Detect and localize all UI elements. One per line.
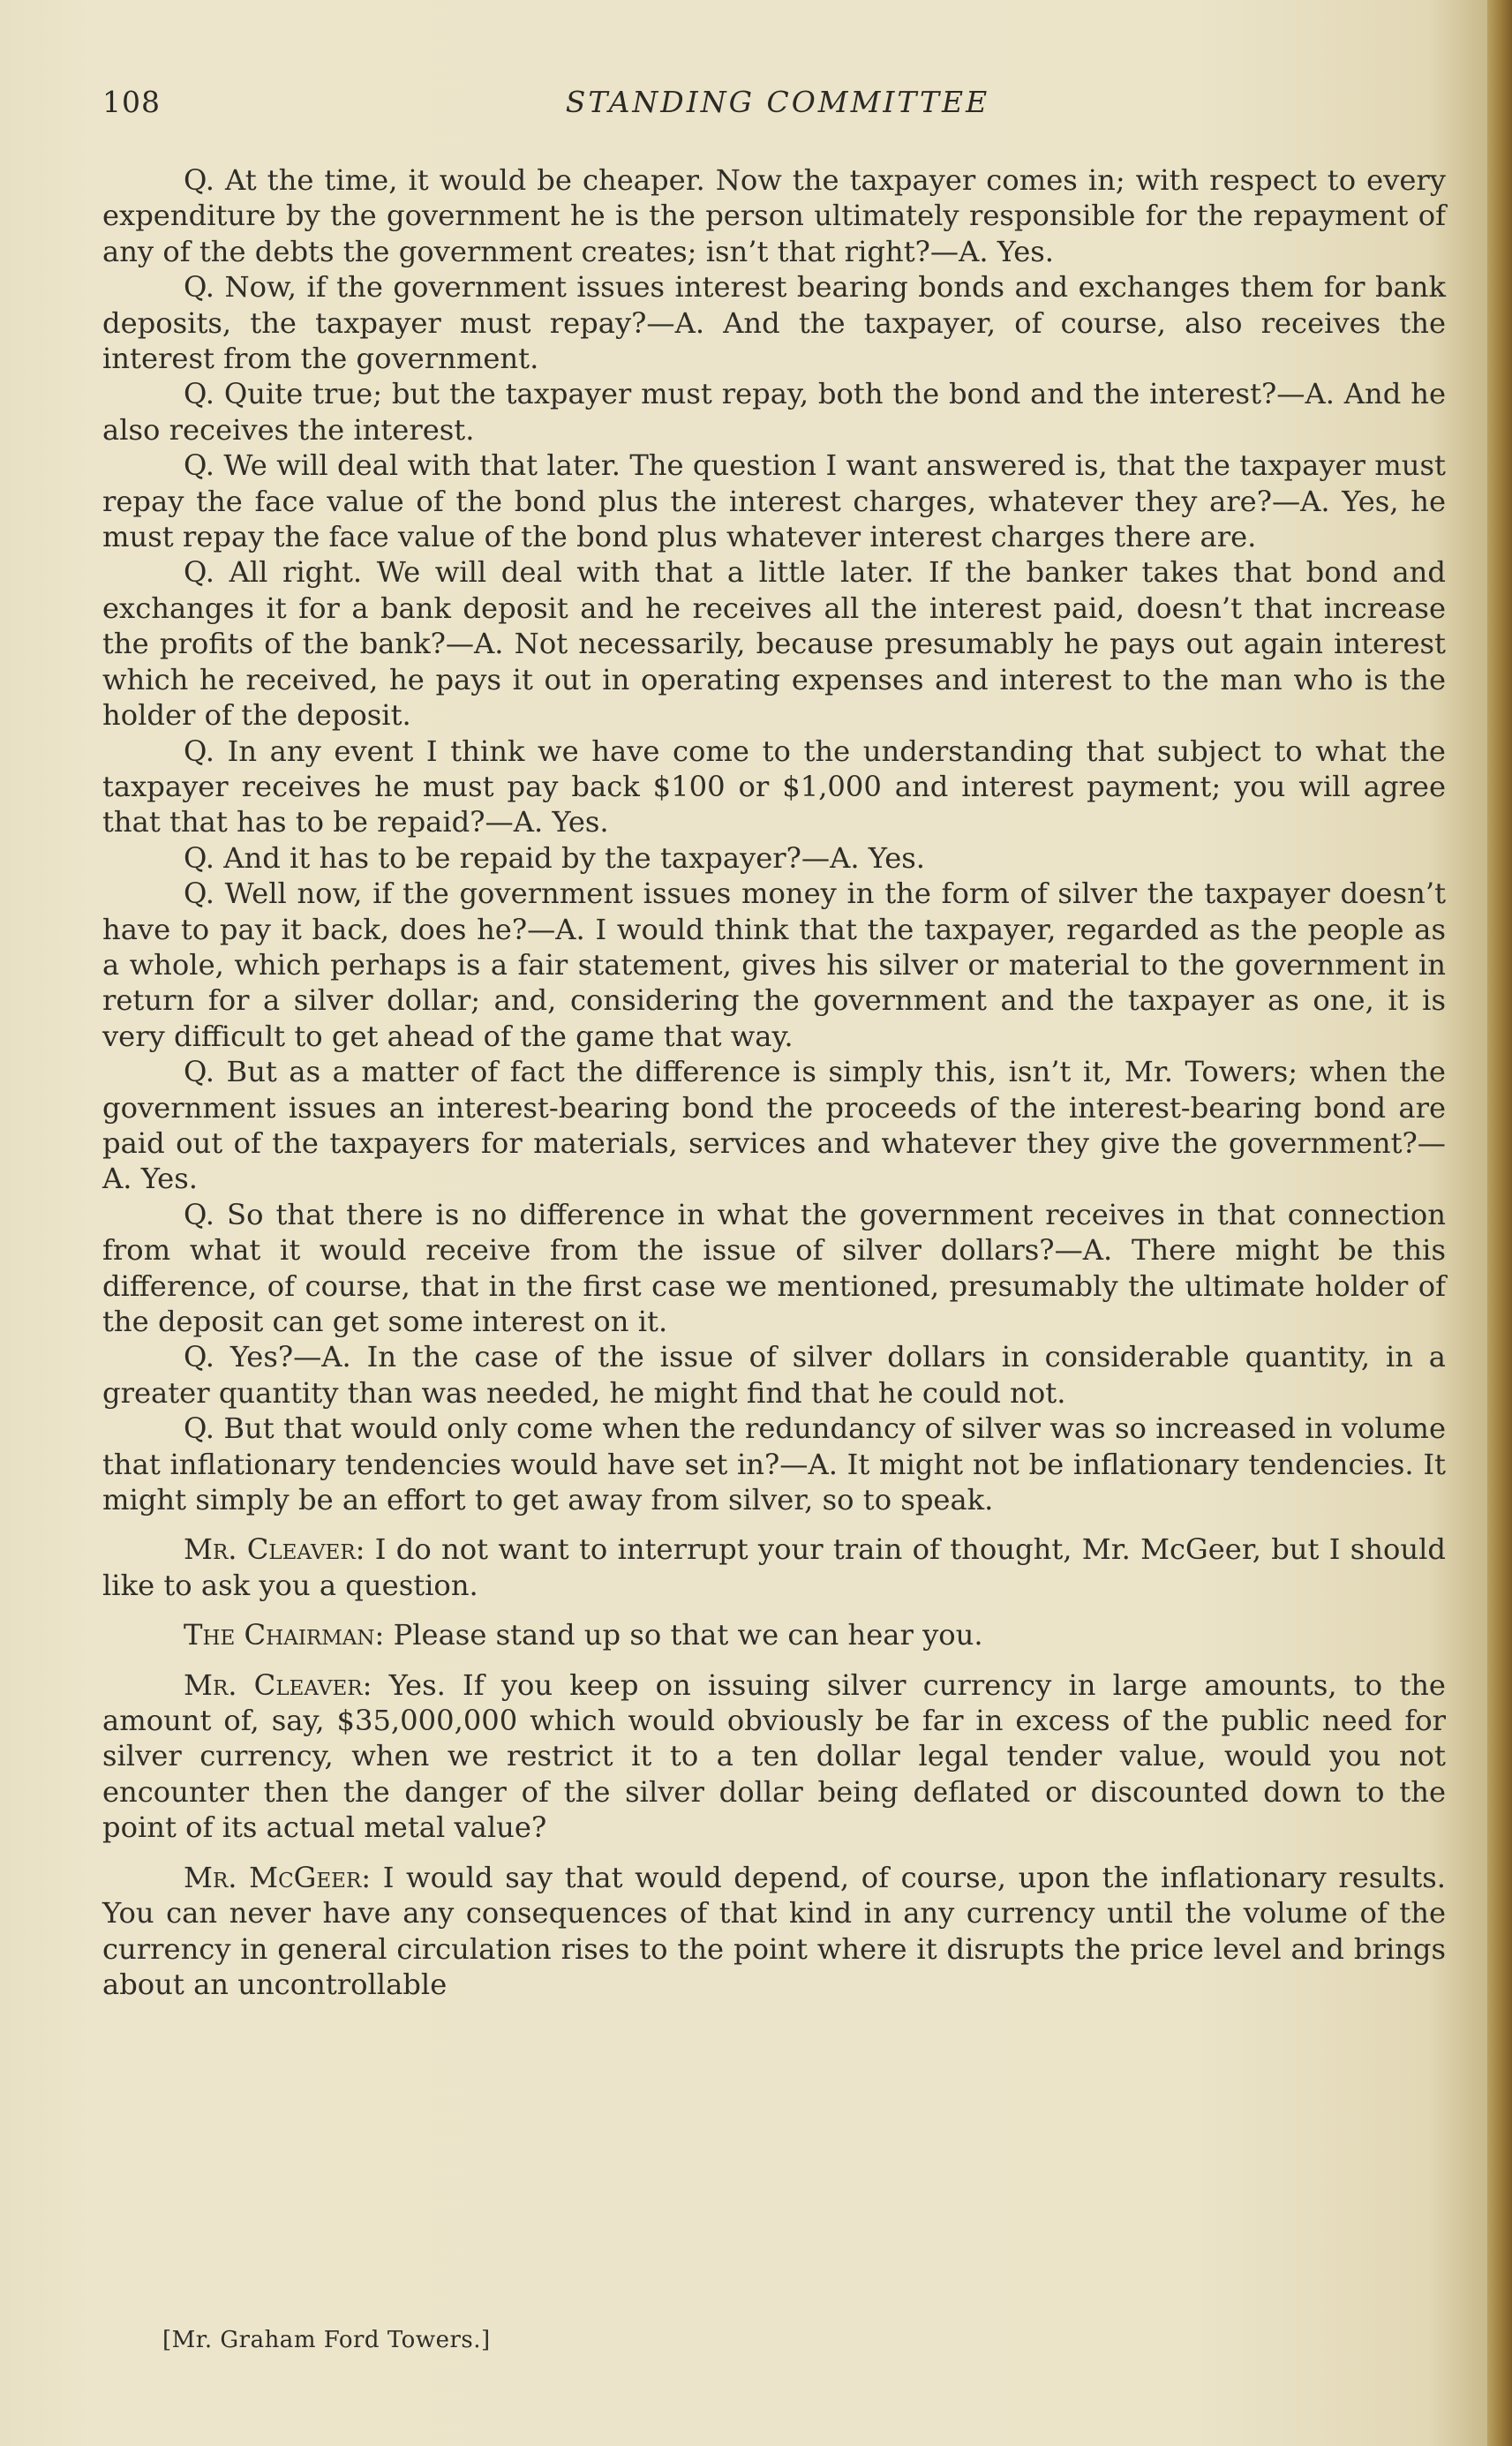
- speaker-paragraph: [102, 1667, 1446, 1846]
- paragraph: Q. Well now, if the government issues money in the form of silver the taxpayer doesn’t have to pay it back, does he?—A. I would think that the taxpayer, regarded as the people as a whole, which perhaps is a fair statement, gives his silver or material to the government in return for a silver dollar; and, considering the government and the taxpayer as one, it is very difficult to get ahead of the game that way.: [102, 877, 1446, 1053]
- paragraph: Q. We will deal with that later. The question I want answered is, that the taxpayer must repay the face value of the bond plus the interest charges, whatever they are?—A. Yes, he must repay the face value of the bond plus whatever interest charges there are.: [102, 448, 1446, 554]
- speech-text: : I do not want to interrupt your train of thought, Mr. McGeer, but I should like to ask you a question.: [102, 1532, 1446, 1602]
- speech-text: : I would say that would depend, of course, upon the inflationary results. You can never have any consequences of that kind in any currency until the volume of the currency in general circulation rises to the point where it disrupts the price level and brings about an uncontrollable: [102, 1860, 1446, 2001]
- speaker-paragraph: [102, 1860, 1446, 2003]
- paragraph: Q. Yes?—A. In the case of the issue of silver dollars in considerable quantity, in a greater quantity than was needed, he might find that he could not.: [102, 1340, 1446, 1410]
- paragraph: Q. But that would only come when the redundancy of silver was so increased in volume that inflationary tendencies would have set in?—A. It might not be inflationary tendencies. It might simply be an effort to get away from silver, so to speak.: [102, 1411, 1446, 1517]
- speaker-name: Mr. Cleaver: [184, 1667, 363, 1702]
- paragraph: Q. And it has to be repaid by the taxpayer?—A. Yes.: [184, 840, 926, 875]
- paragraph: Q. So that there is no difference in what the government receives in that connection from what it would receive from the issue of silver dollars?—A. There might be this difference, of course, that in the first case we mentioned, presumably the ultimate holder of the deposit can get some interest on it.: [102, 1197, 1446, 1338]
- transcript-body: [102, 162, 1446, 2002]
- speaker-name: Mr. Cleaver: [184, 1532, 356, 1567]
- footnote-witness: [Mr. Graham Ford Towers.]: [162, 2327, 491, 2353]
- page-number: 108: [102, 85, 161, 119]
- page-header: [102, 85, 1453, 138]
- paragraph: Q. Now, if the government issues interest bearing bonds and exchanges them for bank deposits, the taxpayer must repay?—A. And the taxpayer, of course, also receives the interest from the government.: [102, 270, 1446, 376]
- speaker-name: The Chairman: [184, 1618, 375, 1652]
- paragraph: Q. But as a matter of fact the difference is simply this, isn’t it, Mr. Towers; when the government issues an interest-bearing bond the proceeds of the interest-bearing bond are paid out of the taxpayers for materials, services and whatever they give the government?—A. Yes.: [102, 1055, 1446, 1196]
- speech-text: : Yes. If you keep on issuing silver currency in large amounts, to the amount of, say, $35,000,000 which would obviously be far in excess of the public need for silver currency, when we restrict it to a ten dollar legal tender value, would you not encounter then the danger of the silver dollar being deflated or discounted down to the point of its actual metal value?: [102, 1667, 1446, 1845]
- paragraph: Q. At the time, it would be cheaper. Now the taxpayer comes in; with respect to every expenditure by the government he is the person ultimately responsible for the repayment of any of the debts the government creates; isn’t that right?—A. Yes.: [102, 163, 1446, 268]
- paragraph: Q. Quite true; but the taxpayer must repay, both the bond and the interest?—A. And he also receives the interest.: [102, 377, 1446, 447]
- speaker-paragraph: [102, 1617, 1446, 1652]
- running-head: STANDING COMMITTEE: [565, 85, 990, 119]
- page-edge: [1487, 0, 1512, 2446]
- paragraph: Q. In any event I think we have come to the understanding that subject to what the taxpayer receives he must pay back $100 or $1,000 and interest payment; you will agree that that has to be repaid?—A. Yes.: [102, 734, 1446, 839]
- speech-text: : Please stand up so that we can hear you.: [374, 1618, 983, 1652]
- paragraph: Q. All right. We will deal with that a little later. If the banker takes that bond and exchanges it for a bank deposit and he receives all the interest paid, doesn’t that increase the profits of the bank?—A. Not necessarily, because presumably he pays out again interest which he received, he pays it out in operating expenses and interest to the man who is the holder of the deposit.: [102, 555, 1446, 733]
- speaker-paragraph: [102, 1532, 1446, 1603]
- speaker-name: Mr. McGeer: [184, 1860, 362, 1894]
